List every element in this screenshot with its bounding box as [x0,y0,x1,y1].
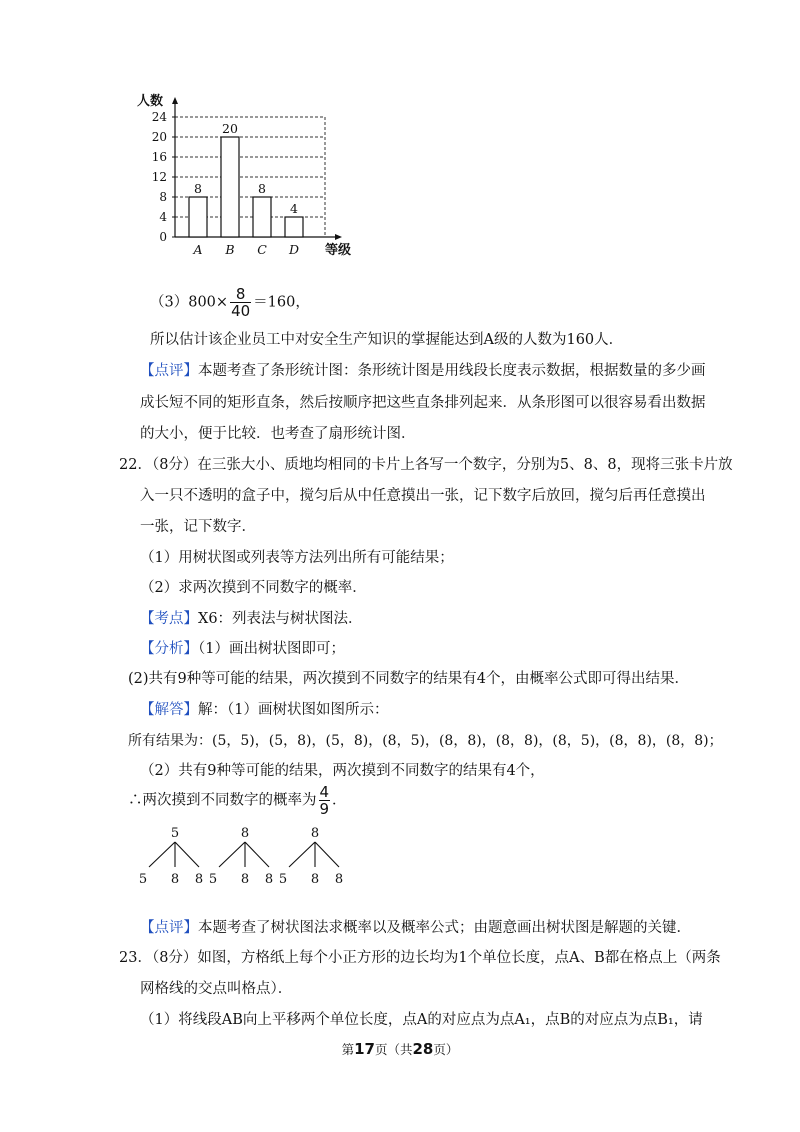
results-line: 所有结果为：(5，5)，(5，8)，(5，8)，(8，5)，(8，8)，(8，8)，(8，5)，(8，8)，(8，8)； [128,733,723,749]
footer-post: 页） [433,1042,459,1057]
bar-value-label: 8 [258,181,266,196]
tree-branch [149,842,175,867]
part3-fraction [230,286,251,319]
tree-leaf: 8 [264,872,274,887]
y-tick-label: 16 [151,150,167,164]
part3-line [150,286,310,319]
kaodian-text: X6：列表法与树状图法． [198,611,363,627]
bar [221,137,239,237]
jieda-line [140,700,388,720]
review-tag: 【点评】 [140,363,198,379]
review21-line2: 成长短不同的矩形直条，然后按顺序把这些直条排列起来．从条形图可以很容易看出数据 [140,395,706,411]
bar-value-label: 4 [290,201,298,216]
fenxi-tag: 【分析】 [140,641,198,657]
y-tick-label: 4 [159,210,167,224]
q22-sub1: （1）用树状图或列表等方法列出所有可能结果； [140,550,454,566]
q22-line1: 22．（8分）在三张大小、质地均相同的卡片上各写一个数字，分别为5、8、8，现将三张卡片放 [119,457,733,473]
part3-denominator: 40 [231,302,251,320]
x-category-label: A [193,242,203,257]
tree-leaf: 5 [208,872,218,887]
tree-branch [289,842,315,867]
footer-page-number: 17 [354,1040,375,1058]
y-tick-label: 8 [159,190,167,204]
probability-numerator: 4 [319,783,330,801]
jieda-text: 解：（1）画树状图如图所示： [198,702,389,718]
page-footer [0,1040,800,1058]
tree-branch [219,842,245,867]
tree-branch [245,842,269,867]
x-axis-arrow [335,234,342,240]
q23-line2: 网格线的交点叫格点）． [140,981,293,997]
q22-line2: 入一只不透明的盒子中，搅匀后从中任意摸出一张，记下数字后放回，搅匀后再任意摸出 [140,488,706,504]
x-category-label: C [257,242,267,257]
review-text: 本题考查了条形统计图：条形统计图是用线段长度表示数据，根据数量的多少画 [198,363,706,379]
x-category-label: B [225,242,235,257]
x-axis-label: 等级 [325,243,352,258]
part3-lhs: 800× [188,294,229,311]
bar-chart [135,90,365,260]
review21-line3: 的大小，便于比较．也考查了扇形统计图． [140,426,416,442]
tree-branch [315,842,339,867]
y-tick-label: 24 [151,110,167,124]
q22-line3: 一张，记下数字． [140,519,256,535]
tree-leaf: 8 [240,872,250,887]
tree-root: 5 [170,826,180,841]
tree-branch [175,842,199,867]
review22-text: 本题考查了树状图法求概率以及概率公式；由题意画出树状图是解题的关键． [198,920,691,936]
review22-line [140,918,691,938]
part3-label: （3） [150,294,189,311]
tree-leaf: 8 [310,872,320,887]
review21-line1 [140,361,706,381]
tree-root: 8 [310,826,320,841]
fenxi-text: （1）画出树状图即可； [198,641,345,657]
y-tick-label: 20 [151,130,167,144]
therefore-text: ∴两次摸到不同数字的概率为 [128,792,317,809]
kaodian-line [140,609,363,629]
bar-value-label: 8 [194,181,202,196]
y-axis-label: 人数 [137,94,164,109]
part3-numerator: 8 [230,286,251,303]
bar-value-label: 20 [222,121,238,136]
probability-fraction [319,784,331,817]
q23-line1: 23．（8分）如图，方格纸上每个小正方形的边长均为1个单位长度，点A、B都在格点上（两条 [119,950,721,966]
probability-line [128,784,347,817]
probability-end: ． [332,792,347,809]
tree-leaf: 5 [138,872,148,887]
fenxi-line2: (2)共有9种等可能的结果，两次摸到不同数字的结果有4个，由概率公式即可得出结果． [128,671,689,687]
tree-leaf: 5 [278,872,288,887]
review22-tag: 【点评】 [140,920,198,936]
y-tick-label: 12 [151,170,167,184]
probability-denominator: 9 [319,800,330,818]
tree-leaf: 8 [170,872,180,887]
y-tick-label: 0 [159,230,167,244]
footer-pre: 第 [341,1042,355,1057]
tree-leaf: 8 [194,872,204,887]
part3-rhs: ＝160， [253,294,310,311]
footer-total-pages: 28 [412,1040,434,1058]
q22-sub2: （2）求两次摸到不同数字的概率． [140,580,367,596]
jieda-tag: 【解答】 [140,702,198,718]
conclusion: 所以估计该企业员工中对安全生产知识的掌握能达到A级的人数为160人． [150,332,624,348]
x-category-label: D [288,242,300,257]
y-axis-arrow [172,97,178,104]
kaodian-tag: 【考点】 [140,611,198,627]
fenxi-line [140,639,345,659]
bar [253,197,271,237]
bar [285,217,303,237]
tree-root: 8 [240,826,250,841]
tree-leaf: 8 [334,872,344,887]
q23-line3: （1）将线段AB向上平移两个单位长度，点A的对应点为点A₁，点B的对应点为点B₁，请 [140,1012,703,1028]
bar [189,197,207,237]
tree-diagram [138,825,353,890]
footer-mid: 页（共 [374,1042,413,1057]
jieda-line2: （2）共有9种等可能的结果，两次摸到不同数字的结果有4个， [140,763,545,779]
